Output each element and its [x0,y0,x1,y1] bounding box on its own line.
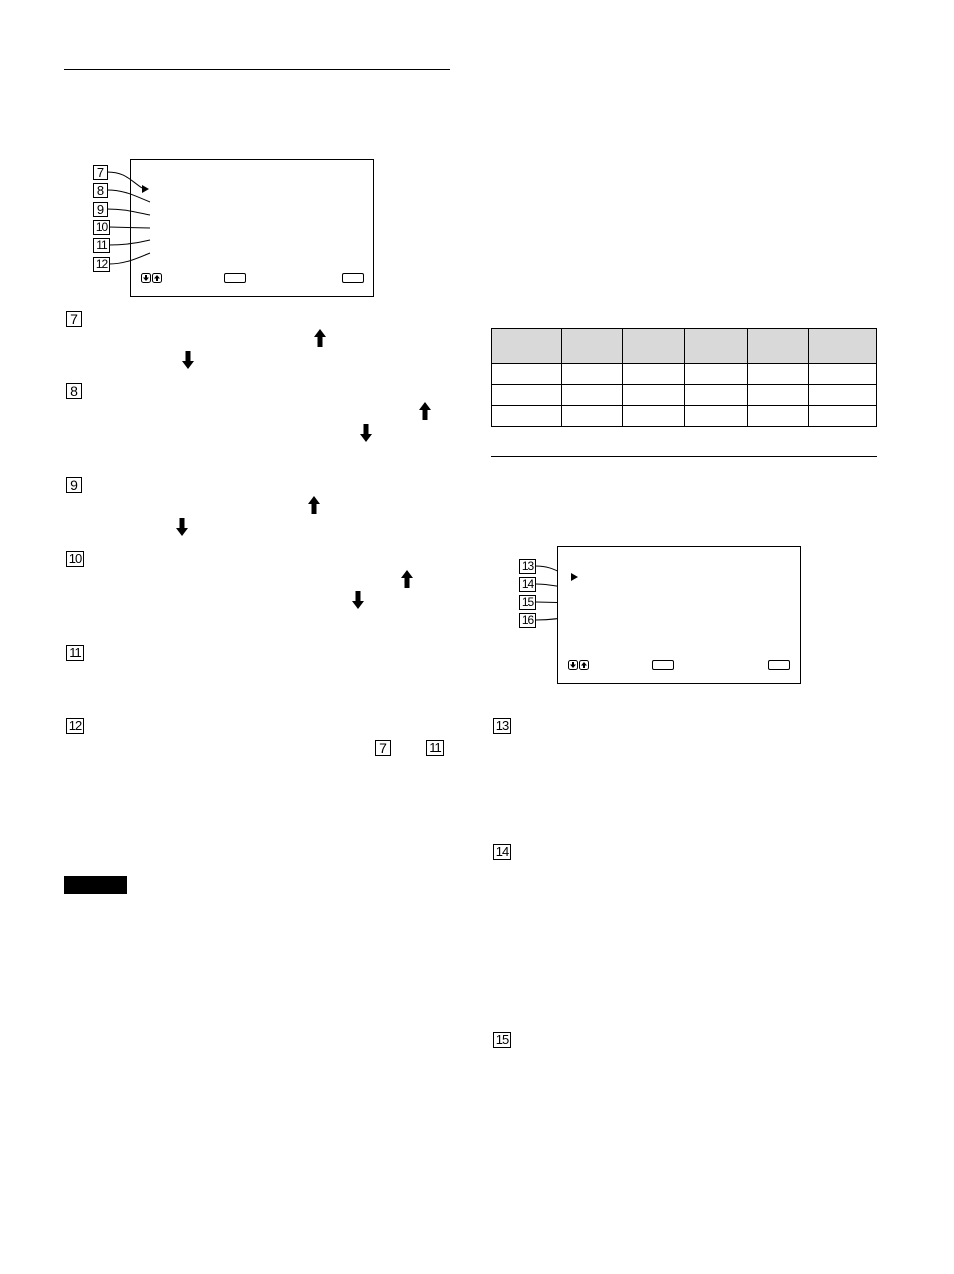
callout-12: 12 [93,257,110,272]
callout-13: 13 [519,559,536,574]
item-number-8: 8 [66,383,82,399]
table-cell [685,364,748,385]
cursor-triangle-icon [571,573,578,581]
table-cell [622,364,685,385]
up-arrow-icon [400,570,414,593]
item-number-15: 15 [493,1032,511,1048]
table-header-cell [685,329,748,364]
table-cell [492,364,562,385]
item-number-12: 12 [66,718,84,734]
callout-9: 9 [93,202,108,217]
down-arrow-icon [175,518,189,541]
ref-number-7: 7 [375,740,391,756]
table-cell [748,406,809,427]
table-row [492,406,877,427]
down-arrow-icon [351,591,365,614]
ref-number-11: 11 [426,740,444,756]
menu-button-outline-2 [768,660,790,670]
callout-14: 14 [519,577,536,592]
table-header-cell [748,329,809,364]
table-cell [561,406,622,427]
item-number-11: 11 [66,645,84,661]
callout-7: 7 [93,165,108,180]
table-cell [748,385,809,406]
table-cell [622,406,685,427]
table-header-row [492,329,877,364]
table-cell [561,385,622,406]
table-cell [809,385,877,406]
table-header-cell [622,329,685,364]
item-number-10: 10 [66,551,84,567]
table-cell [561,364,622,385]
item-number-14: 14 [493,844,511,860]
callout-16: 16 [519,613,536,628]
item-number-9: 9 [66,477,82,493]
table-cell [492,406,562,427]
table-cell [685,406,748,427]
table-cell [809,364,877,385]
item-number-7: 7 [66,311,82,327]
up-arrow-icon [313,329,327,352]
up-arrow-icon [418,402,432,425]
callout-8: 8 [93,183,108,198]
table-cell [492,385,562,406]
table-cell [622,385,685,406]
down-arrow-icon [359,424,373,447]
table-cell [685,385,748,406]
callout-10: 10 [93,220,110,235]
note-label-bar [64,876,127,894]
spec-table [491,328,877,427]
table-header-cell [809,329,877,364]
table-cell [809,406,877,427]
item-number-13: 13 [493,718,511,734]
table-header-cell [492,329,562,364]
menu-screen-right [557,546,801,684]
table-cell [748,364,809,385]
table-row [492,385,877,406]
down-arrow-icon [181,351,195,374]
table-header-cell [561,329,622,364]
menu-button-outline-1 [652,660,674,670]
callout-11: 11 [93,238,110,253]
up-arrow-icon [307,496,321,519]
callout-15: 15 [519,595,536,610]
down-up-arrows-icon [568,660,590,672]
section-rule-right [491,456,877,457]
table-row [492,364,877,385]
